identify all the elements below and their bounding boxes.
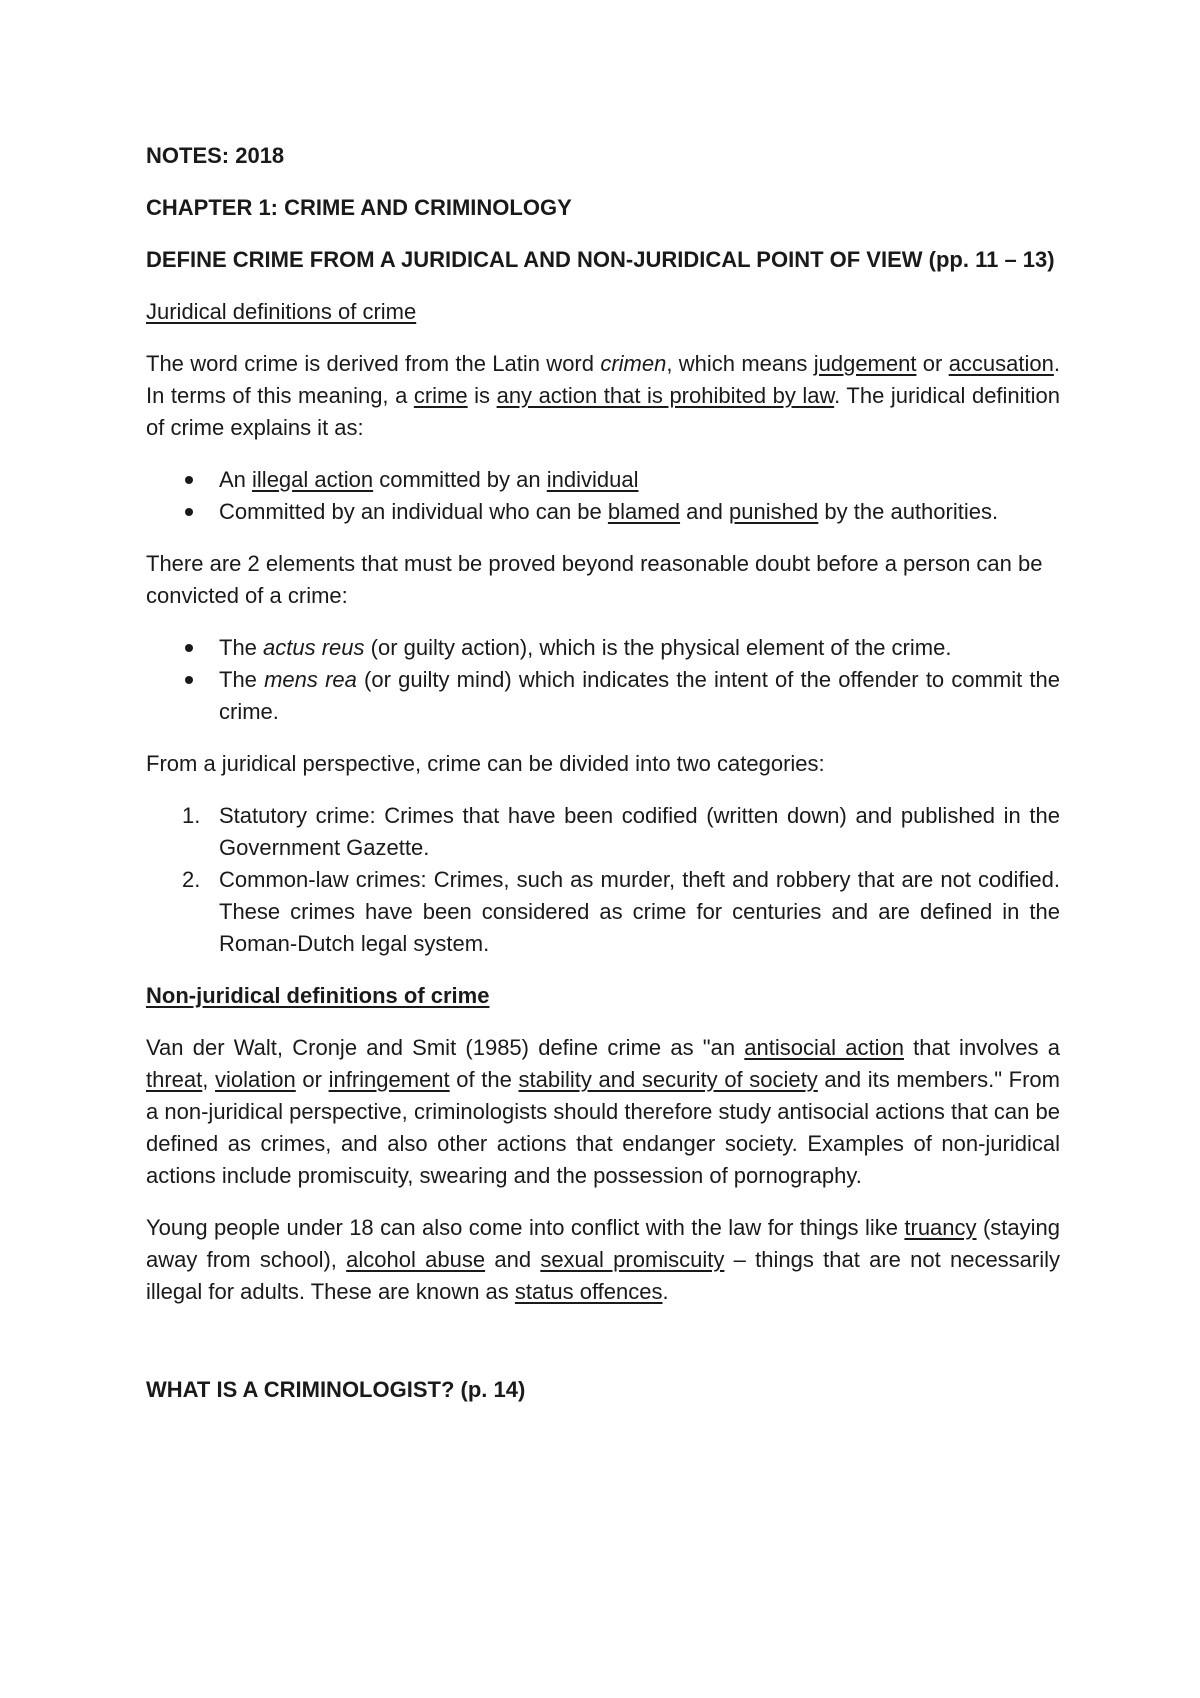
text-run: (or guilty action), which is the physical element of the crime. — [364, 635, 952, 660]
underlined-term: alcohol abuse — [346, 1247, 486, 1272]
latin-term: crimen — [600, 351, 667, 376]
nonjuridical-subheading: Non-juridical definitions of crime — [146, 983, 490, 1008]
juridical-subheading: Juridical definitions of crime — [146, 299, 417, 324]
text-run: The — [219, 635, 264, 660]
underlined-term: threat — [146, 1067, 203, 1092]
latin-term: actus reus — [263, 635, 365, 660]
text-run: and — [485, 1247, 541, 1272]
text-run: Young people under 18 can also come into conflict with the law for things like — [146, 1215, 905, 1240]
text-run: The word crime is derived from the Latin word — [146, 351, 601, 376]
notes-title: NOTES: 2018 — [146, 143, 285, 168]
item-text: Statutory crime: Crimes that have been codified (written down) and published in the Government Gazette. — [219, 803, 1060, 860]
document-page — [146, 140, 1060, 1406]
text-run: – things that are not necessarily illegal for adults. These are known as — [146, 1247, 1061, 1304]
underlined-term: punished — [728, 499, 819, 524]
elements-bullet-list — [146, 632, 1060, 728]
text-run: An — [219, 467, 253, 492]
underlined-term: violation — [215, 1067, 296, 1092]
text-run: The — [219, 667, 265, 692]
underlined-term: individual — [546, 467, 639, 492]
bullet-item — [146, 464, 1060, 496]
text-run: and its members." From a non-juridical perspective, criminologists should therefore study antisocial actions that can be defined as crimes, and also other actions that endanger society. Examples of non-juridical actions include promiscuity, swearing and the possession of pornography. — [146, 1067, 1060, 1188]
text-run: . The juridical definition of crime explains it as: — [146, 383, 1061, 440]
underlined-term: judgement — [813, 351, 917, 376]
numbered-item — [146, 800, 1060, 864]
categories-paragraph: From a juridical perspective, crime can be divided into two categories: — [146, 751, 825, 776]
text-run: . — [662, 1279, 669, 1304]
underlined-term: antisocial action — [744, 1035, 904, 1060]
elements-paragraph: There are 2 elements that must be proved beyond reasonable doubt before a person can be convicted of a crime: — [146, 551, 1043, 608]
underlined-term: any action that is prohibited by law — [496, 383, 835, 408]
text-run: Van der Walt, Cronje and Smit (1985) define crime as "an — [146, 1035, 745, 1060]
text-run: by the authorities. — [818, 499, 999, 524]
chapter-title: CHAPTER 1: CRIME AND CRIMINOLOGY — [146, 195, 572, 220]
numbered-item — [146, 864, 1060, 960]
text-run: . In terms of this meaning, a — [146, 351, 1060, 408]
item-number: 1. — [182, 803, 201, 828]
underlined-term: truancy — [904, 1215, 977, 1240]
text-run: , — [202, 1067, 216, 1092]
bullet-item — [146, 496, 1060, 528]
underlined-term: status offences — [514, 1279, 663, 1304]
define-heading: DEFINE CRIME FROM A JURIDICAL AND NON-JURIDICAL POINT OF VIEW (pp. 11 – 13) — [146, 247, 1055, 272]
text-run: and — [680, 499, 729, 524]
text-run: , which means — [666, 351, 814, 376]
text-run: (or guilty mind) which indicates the intent of the offender to commit the crime. — [219, 667, 1060, 724]
underlined-term: blamed — [607, 499, 681, 524]
nonjuridical-paragraph-1 — [146, 1032, 1060, 1192]
bullet-item — [146, 664, 1060, 728]
categories-numbered-list — [146, 800, 1060, 960]
bullet-item — [146, 632, 1060, 664]
underlined-term: infringement — [328, 1067, 450, 1092]
underlined-term: crime — [413, 383, 468, 408]
criminologist-heading: WHAT IS A CRIMINOLOGIST? (p. 14) — [146, 1377, 526, 1402]
item-text: Common-law crimes: Crimes, such as murder, theft and robbery that are not codified. These crimes have been considered as crime for centuries and are defined in the Roman-Dutch legal system. — [219, 867, 1060, 956]
juridical-bullet-list — [146, 464, 1060, 528]
text-run: or — [916, 351, 949, 376]
text-run: is — [467, 383, 497, 408]
underlined-term: sexual promiscuity — [540, 1247, 725, 1272]
text-run: Committed by an individual who can be — [219, 499, 608, 524]
juridical-paragraph-1 — [146, 348, 1060, 444]
text-run: of the — [449, 1067, 519, 1092]
text-run: committed by an — [373, 467, 547, 492]
nonjuridical-paragraph-2 — [146, 1212, 1060, 1308]
item-number: 2. — [182, 867, 201, 892]
underlined-term: stability and security of society — [518, 1067, 818, 1092]
underlined-term: accusation — [948, 351, 1054, 376]
text-run: that involves a — [903, 1035, 1060, 1060]
latin-term: mens rea — [264, 667, 357, 692]
text-run: (staying away from school), — [146, 1215, 1060, 1272]
underlined-term: illegal action — [252, 467, 374, 492]
text-run: or — [295, 1067, 329, 1092]
